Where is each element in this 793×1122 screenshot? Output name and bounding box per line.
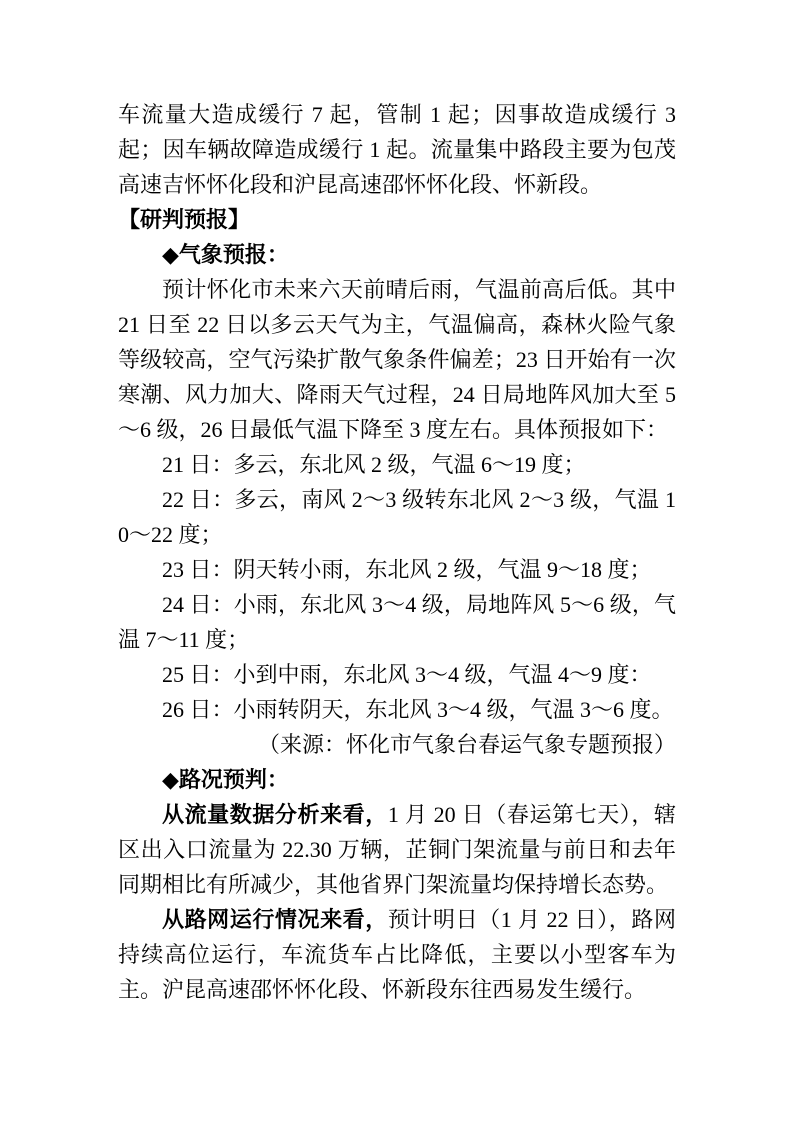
road-traffic-lead: 从流量数据分析来看， [162, 802, 388, 827]
road-traffic-body: 1 月 20 日（春运第七天），辖区出入口流量为 22.30 万辆，芷铜门架流量与前日和去年同期相比有所减少，其他省界门架流量均保持增长态势。 [118, 802, 676, 897]
forecast-line-day25: 25 日：小到中雨，东北风 3～4 级，气温 4～9 度： [162, 662, 652, 687]
road-network-paragraph [118, 902, 676, 1007]
road-traffic-paragraph [118, 797, 676, 902]
road-heading-label: 路况预判： [178, 767, 289, 792]
road-network-lead: 从路网运行情况来看， [162, 907, 388, 932]
road-network-body: 预计明日（1 月 22 日），路网持续高位运行，车流货车占比降低，主要以小型客车为主。沪昆高速邵怀怀化段、怀新段东往西易发生缓行。 [118, 907, 676, 1002]
section-title: 【研判预报】 [118, 207, 251, 232]
forecast-line-day22: 22 日：多云，南风 2～3 级转东北风 2～3 级，气温 10～22 度； [118, 487, 676, 547]
forecast-line-day24: 24 日：小雨，东北风 3～4 级，局地阵风 5～6 级，气温 7～11 度； [118, 592, 676, 652]
forecast-line-day21: 21 日：多云，东北风 2 级，气温 6～19 度； [162, 452, 586, 477]
road-heading [118, 762, 676, 797]
forecast-line-day23: 23 日：阴天转小雨，东北风 2 级，气温 9～18 度； [162, 557, 652, 582]
weather-heading [118, 237, 676, 272]
diamond-bullet-icon: ◆ [162, 767, 179, 792]
diamond-bullet-icon: ◆ [162, 242, 179, 267]
forecast-line-day26: 26 日：小雨转阴天，东北风 3～4 级，气温 3～6 度。 [162, 697, 674, 722]
intro-paragraph: 车流量大造成缓行 7 起，管制 1 起；因事故造成缓行 3 起；因车辆故障造成缓行 1 起。流量集中路段主要为包茂高速吉怀怀化段和沪昆高速邵怀怀化段、怀新段。 [118, 102, 676, 197]
weather-source-note: （来源：怀化市气象台春运气象专题预报） [257, 732, 676, 757]
weather-summary-paragraph: 预计怀化市未来六天前晴后雨，气温前高后低。其中 21 日至 22 日以多云天气为主，气温偏高，森林火险气象等级较高，空气污染扩散气象条件偏差；23 日开始有一次寒潮、风力加大、降雨天气过程，24 日局地阵风加大至 5～6 级，26 日最低气温下降至 3 度左右。具体预报如下： [118, 277, 676, 442]
weather-heading-label: 气象预报： [178, 242, 289, 267]
